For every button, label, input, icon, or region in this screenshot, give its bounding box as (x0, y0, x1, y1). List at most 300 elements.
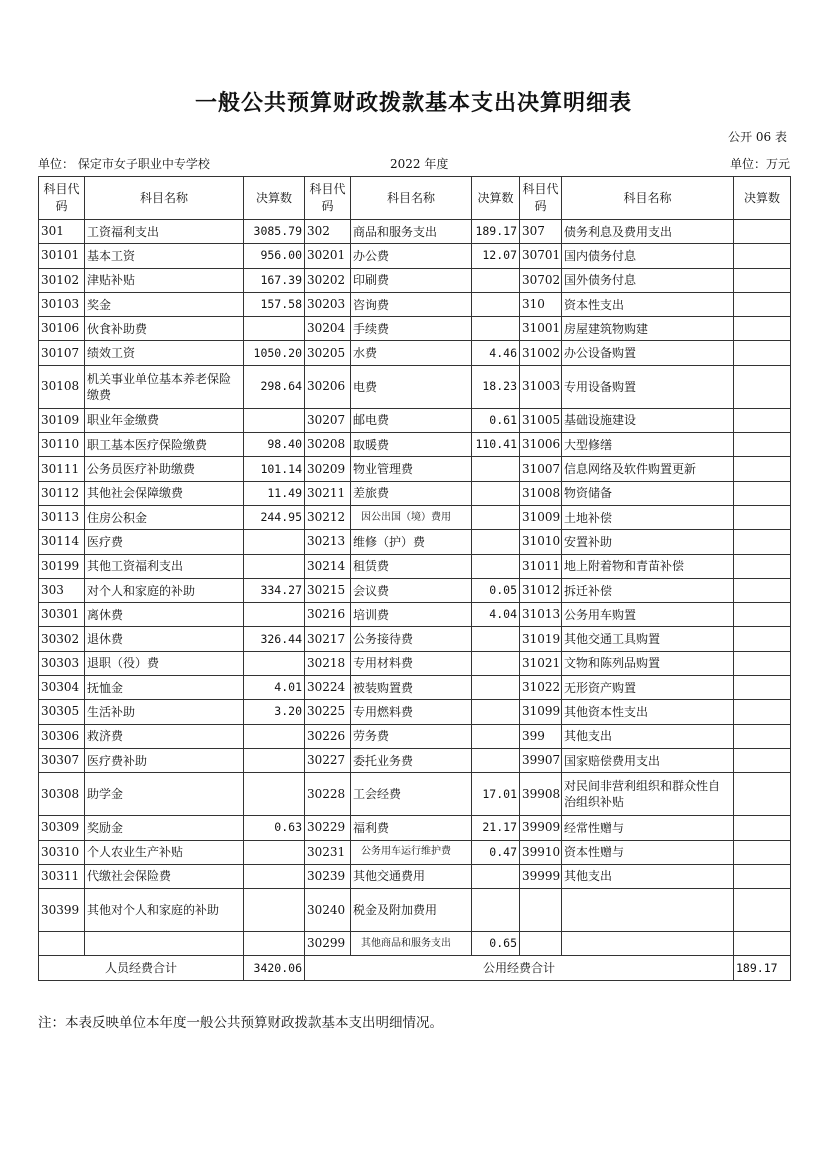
table-row (39, 816, 791, 840)
item-code (39, 932, 85, 956)
item-name: 其他工资福利支出 (85, 554, 244, 578)
item-name: 职工基本医疗保险缴费 (85, 433, 244, 457)
item-name: 公务接待费 (351, 627, 472, 651)
item-code: 30209 (305, 457, 351, 481)
item-name: 差旅费 (351, 481, 472, 505)
item-code: 30229 (305, 816, 351, 840)
table-row (39, 773, 791, 816)
item-amount (472, 889, 520, 932)
item-name: 对民间非营利组织和群众性自治组织补贴 (562, 773, 734, 816)
item-code: 39999 (520, 864, 562, 888)
item-code: 30114 (39, 530, 85, 554)
table-row (39, 292, 791, 316)
item-code: 30111 (39, 457, 85, 481)
item-name: 国外债务付息 (562, 268, 734, 292)
item-code: 31009 (520, 505, 562, 529)
item-amount (244, 773, 305, 816)
item-code: 39908 (520, 773, 562, 816)
item-amount (244, 840, 305, 864)
item-code: 39907 (520, 748, 562, 772)
item-amount (734, 408, 791, 432)
item-name: 专用设备购置 (562, 365, 734, 408)
item-name: 地上附着物和青苗补偿 (562, 554, 734, 578)
item-name: 债务利息及费用支出 (562, 220, 734, 244)
item-code: 30106 (39, 317, 85, 341)
item-amount (734, 603, 791, 627)
unit-label: 单位： 保定市女子职业中专学校 (38, 157, 210, 171)
page-title: 一般公共预算财政拨款基本支出决算明细表 (194, 90, 632, 116)
item-name: 办公设备购置 (562, 341, 734, 365)
item-name: 生活补助 (85, 700, 244, 724)
item-code: 39909 (520, 816, 562, 840)
item-code: 30304 (39, 676, 85, 700)
item-name: 劳务费 (351, 724, 472, 748)
item-amount: 4.04 (472, 603, 520, 627)
item-name: 退休费 (85, 627, 244, 651)
item-name: 资本性赠与 (562, 840, 734, 864)
item-code: 39910 (520, 840, 562, 864)
item-code: 30113 (39, 505, 85, 529)
item-amount: 101.14 (244, 457, 305, 481)
item-amount (472, 651, 520, 675)
item-amount: 0.05 (472, 578, 520, 602)
item-code: 302 (305, 220, 351, 244)
item-code: 31011 (520, 554, 562, 578)
item-name: 公务用车购置 (562, 603, 734, 627)
item-code: 30309 (39, 816, 85, 840)
item-code: 31008 (520, 481, 562, 505)
item-amount: 4.01 (244, 676, 305, 700)
item-name: 物业管理费 (351, 457, 472, 481)
item-amount (244, 530, 305, 554)
item-code: 31012 (520, 578, 562, 602)
item-amount: 4.46 (472, 341, 520, 365)
item-code: 30306 (39, 724, 85, 748)
table-row (39, 700, 791, 724)
item-code: 30215 (305, 578, 351, 602)
item-amount: 0.65 (472, 932, 520, 956)
item-name: 会议费 (351, 578, 472, 602)
item-name: 咨询费 (351, 292, 472, 316)
item-code (520, 932, 562, 956)
item-code: 30702 (520, 268, 562, 292)
personnel-total-value: 3420.06 (244, 956, 305, 980)
item-name: 经常性赠与 (562, 816, 734, 840)
item-name: 维修（护）费 (351, 530, 472, 554)
item-amount (734, 889, 791, 932)
item-code (520, 889, 562, 932)
item-code: 30308 (39, 773, 85, 816)
item-name: 福利费 (351, 816, 472, 840)
item-code: 30213 (305, 530, 351, 554)
item-code: 30206 (305, 365, 351, 408)
item-name: 专用燃料费 (351, 700, 472, 724)
item-name: 其他交通费用 (351, 864, 472, 888)
item-name: 退职（役）费 (85, 651, 244, 675)
table-row (39, 676, 791, 700)
table-row (39, 578, 791, 602)
item-name: 机关事业单位基本养老保险缴费 (85, 365, 244, 408)
item-code: 30305 (39, 700, 85, 724)
item-code: 30310 (39, 840, 85, 864)
item-code: 31099 (520, 700, 562, 724)
item-code: 30299 (305, 932, 351, 956)
item-name: 因公出国（境）费用 (351, 505, 472, 529)
table-row (39, 244, 791, 268)
item-code: 30216 (305, 603, 351, 627)
item-name: 培训费 (351, 603, 472, 627)
item-amount: 1050.20 (244, 341, 305, 365)
item-name: 其他交通工具购置 (562, 627, 734, 651)
item-amount (734, 700, 791, 724)
item-code: 30239 (305, 864, 351, 888)
item-amount (734, 816, 791, 840)
item-name: 商品和服务支出 (351, 220, 472, 244)
item-amount (734, 864, 791, 888)
header-code: 科目代码 (520, 177, 562, 220)
item-code: 30303 (39, 651, 85, 675)
item-name: 代缴社会保险费 (85, 864, 244, 888)
item-amount (734, 481, 791, 505)
item-name: 离休费 (85, 603, 244, 627)
item-amount (472, 505, 520, 529)
item-code: 31001 (520, 317, 562, 341)
item-name: 基础设施建设 (562, 408, 734, 432)
item-code: 30226 (305, 724, 351, 748)
table-row (39, 864, 791, 888)
item-code: 30240 (305, 889, 351, 932)
table-row (39, 889, 791, 932)
item-name: 取暖费 (351, 433, 472, 457)
item-amount (734, 554, 791, 578)
header-code: 科目代码 (305, 177, 351, 220)
item-amount (472, 317, 520, 341)
item-code: 30301 (39, 603, 85, 627)
item-amount (472, 676, 520, 700)
item-code: 31022 (520, 676, 562, 700)
item-name: 国家赔偿费用支出 (562, 748, 734, 772)
item-amount (734, 748, 791, 772)
item-name: 大型修缮 (562, 433, 734, 457)
header-code: 科目代码 (39, 177, 85, 220)
table-row (39, 724, 791, 748)
item-name: 对个人和家庭的补助 (85, 578, 244, 602)
item-code: 31005 (520, 408, 562, 432)
item-name: 资本性支出 (562, 292, 734, 316)
item-name: 个人农业生产补贴 (85, 840, 244, 864)
item-code: 30202 (305, 268, 351, 292)
item-amount (734, 676, 791, 700)
item-code: 31010 (520, 530, 562, 554)
header-name: 科目名称 (351, 177, 472, 220)
item-name: 邮电费 (351, 408, 472, 432)
item-amount (472, 724, 520, 748)
item-amount: 167.39 (244, 268, 305, 292)
item-name: 津贴补贴 (85, 268, 244, 292)
item-name: 安置补助 (562, 530, 734, 554)
table-row (39, 457, 791, 481)
item-code: 30307 (39, 748, 85, 772)
item-amount: 298.64 (244, 365, 305, 408)
item-name: 医疗费 (85, 530, 244, 554)
item-code: 31003 (520, 365, 562, 408)
item-amount (244, 864, 305, 888)
item-code: 310 (520, 292, 562, 316)
item-name: 其他支出 (562, 864, 734, 888)
footnote: 注：本表反映单位本年度一般公共预算财政拨款基本支出明细情况。 (38, 1015, 443, 1031)
item-amount (734, 365, 791, 408)
item-amount (472, 268, 520, 292)
item-amount: 956.00 (244, 244, 305, 268)
item-amount (244, 932, 305, 956)
item-name: 被装购置费 (351, 676, 472, 700)
item-name: 奖励金 (85, 816, 244, 840)
public-total-value: 189.17 (734, 956, 791, 980)
item-amount (734, 651, 791, 675)
item-name: 专用材料费 (351, 651, 472, 675)
item-name (562, 889, 734, 932)
item-amount (472, 481, 520, 505)
item-name: 抚恤金 (85, 676, 244, 700)
table-row (39, 651, 791, 675)
item-name (85, 932, 244, 956)
item-name: 手续费 (351, 317, 472, 341)
item-amount: 0.63 (244, 816, 305, 840)
form-code: 公开 06 表 (728, 130, 787, 144)
item-name: 国内债务付息 (562, 244, 734, 268)
item-name: 其他商品和服务支出 (351, 932, 472, 956)
item-name: 办公费 (351, 244, 472, 268)
item-name: 印刷费 (351, 268, 472, 292)
item-code: 31019 (520, 627, 562, 651)
item-name: 无形资产购置 (562, 676, 734, 700)
item-code: 30399 (39, 889, 85, 932)
personnel-total-label: 人员经费合计 (39, 956, 244, 980)
item-amount (734, 433, 791, 457)
item-amount (734, 840, 791, 864)
item-name: 救济费 (85, 724, 244, 748)
item-code: 30214 (305, 554, 351, 578)
item-amount: 17.01 (472, 773, 520, 816)
item-amount (734, 505, 791, 529)
item-amount (244, 748, 305, 772)
item-code: 30302 (39, 627, 85, 651)
item-amount (244, 317, 305, 341)
table-row (39, 365, 791, 408)
item-code: 30112 (39, 481, 85, 505)
header-amount: 决算数 (472, 177, 520, 220)
table-row (39, 505, 791, 529)
item-amount (734, 220, 791, 244)
table-row (39, 530, 791, 554)
item-amount: 3085.79 (244, 220, 305, 244)
item-code: 30204 (305, 317, 351, 341)
table-row (39, 481, 791, 505)
item-code: 30311 (39, 864, 85, 888)
item-name: 其他社会保障缴费 (85, 481, 244, 505)
item-code: 30224 (305, 676, 351, 700)
item-amount (734, 244, 791, 268)
table-row (39, 408, 791, 432)
item-name: 土地补偿 (562, 505, 734, 529)
table-row (39, 317, 791, 341)
item-amount (244, 408, 305, 432)
item-amount (734, 317, 791, 341)
item-code: 30217 (305, 627, 351, 651)
item-code: 30228 (305, 773, 351, 816)
header-amount: 决算数 (734, 177, 791, 220)
item-name: 职业年金缴费 (85, 408, 244, 432)
item-amount: 3.20 (244, 700, 305, 724)
item-amount (472, 700, 520, 724)
item-amount (734, 932, 791, 956)
header-row (39, 177, 791, 220)
item-name (562, 932, 734, 956)
totals-row (39, 956, 791, 980)
item-name: 住房公积金 (85, 505, 244, 529)
item-name: 医疗费补助 (85, 748, 244, 772)
table-row (39, 840, 791, 864)
item-amount (734, 530, 791, 554)
item-code: 30218 (305, 651, 351, 675)
item-code: 30108 (39, 365, 85, 408)
item-name: 信息网络及软件购置更新 (562, 457, 734, 481)
item-name: 绩效工资 (85, 341, 244, 365)
item-amount: 11.49 (244, 481, 305, 505)
table-row (39, 268, 791, 292)
table-row (39, 554, 791, 578)
item-code: 31006 (520, 433, 562, 457)
item-name: 基本工资 (85, 244, 244, 268)
table-row (39, 932, 791, 956)
item-code: 30110 (39, 433, 85, 457)
item-name: 助学金 (85, 773, 244, 816)
item-amount (472, 864, 520, 888)
header-name: 科目名称 (562, 177, 734, 220)
item-amount: 334.27 (244, 578, 305, 602)
public-total-label: 公用经费合计 (305, 956, 734, 980)
fiscal-year: 2022 年度 (390, 157, 449, 171)
item-code: 31007 (520, 457, 562, 481)
item-amount (472, 748, 520, 772)
item-code: 31002 (520, 341, 562, 365)
item-amount: 189.17 (472, 220, 520, 244)
item-code: 31013 (520, 603, 562, 627)
item-name: 物资储备 (562, 481, 734, 505)
item-amount (734, 627, 791, 651)
item-name: 电费 (351, 365, 472, 408)
item-code: 30201 (305, 244, 351, 268)
item-name: 其他支出 (562, 724, 734, 748)
header-name: 科目名称 (85, 177, 244, 220)
item-amount: 0.61 (472, 408, 520, 432)
table-row (39, 341, 791, 365)
item-amount: 21.17 (472, 816, 520, 840)
item-amount (244, 603, 305, 627)
table-row (39, 627, 791, 651)
expenditure-table (38, 176, 791, 981)
item-amount: 326.44 (244, 627, 305, 651)
table-row (39, 220, 791, 244)
item-name: 拆迁补偿 (562, 578, 734, 602)
item-amount: 110.41 (472, 433, 520, 457)
item-amount: 98.40 (244, 433, 305, 457)
item-amount (244, 554, 305, 578)
item-amount (734, 773, 791, 816)
item-name: 房屋建筑物购建 (562, 317, 734, 341)
item-code: 30205 (305, 341, 351, 365)
item-name: 文物和陈列品购置 (562, 651, 734, 675)
item-amount (244, 651, 305, 675)
item-amount: 18.23 (472, 365, 520, 408)
item-code: 307 (520, 220, 562, 244)
item-code: 399 (520, 724, 562, 748)
item-name: 公务用车运行维护费 (351, 840, 472, 864)
table-row (39, 433, 791, 457)
item-amount (472, 292, 520, 316)
item-name: 其他资本性支出 (562, 700, 734, 724)
item-amount (734, 341, 791, 365)
meta-row (38, 155, 790, 173)
table-row (39, 603, 791, 627)
item-code: 30101 (39, 244, 85, 268)
item-amount (734, 457, 791, 481)
item-name: 税金及附加费用 (351, 889, 472, 932)
table-row (39, 748, 791, 772)
item-code: 30207 (305, 408, 351, 432)
item-amount (472, 627, 520, 651)
item-code: 30109 (39, 408, 85, 432)
item-amount (244, 724, 305, 748)
item-code: 30208 (305, 433, 351, 457)
item-amount (472, 554, 520, 578)
item-code: 31021 (520, 651, 562, 675)
item-amount (472, 457, 520, 481)
item-name: 水费 (351, 341, 472, 365)
item-code: 303 (39, 578, 85, 602)
item-code: 30107 (39, 341, 85, 365)
item-amount: 244.95 (244, 505, 305, 529)
item-amount (734, 292, 791, 316)
item-amount: 157.58 (244, 292, 305, 316)
item-code: 30225 (305, 700, 351, 724)
item-name: 奖金 (85, 292, 244, 316)
item-name: 工会经费 (351, 773, 472, 816)
item-amount (244, 889, 305, 932)
item-code: 30701 (520, 244, 562, 268)
item-amount (734, 268, 791, 292)
item-name: 租赁费 (351, 554, 472, 578)
item-code: 301 (39, 220, 85, 244)
currency-unit: 单位：万元 (729, 157, 790, 171)
item-name: 公务员医疗补助缴费 (85, 457, 244, 481)
item-name: 伙食补助费 (85, 317, 244, 341)
item-amount: 0.47 (472, 840, 520, 864)
item-name: 委托业务费 (351, 748, 472, 772)
item-amount (734, 724, 791, 748)
item-name: 其他对个人和家庭的补助 (85, 889, 244, 932)
item-code: 30227 (305, 748, 351, 772)
item-code: 30212 (305, 505, 351, 529)
item-amount: 12.07 (472, 244, 520, 268)
item-amount (472, 530, 520, 554)
item-code: 30211 (305, 481, 351, 505)
item-code: 30203 (305, 292, 351, 316)
item-amount (734, 578, 791, 602)
item-code: 30231 (305, 840, 351, 864)
item-code: 30199 (39, 554, 85, 578)
header-amount: 决算数 (244, 177, 305, 220)
